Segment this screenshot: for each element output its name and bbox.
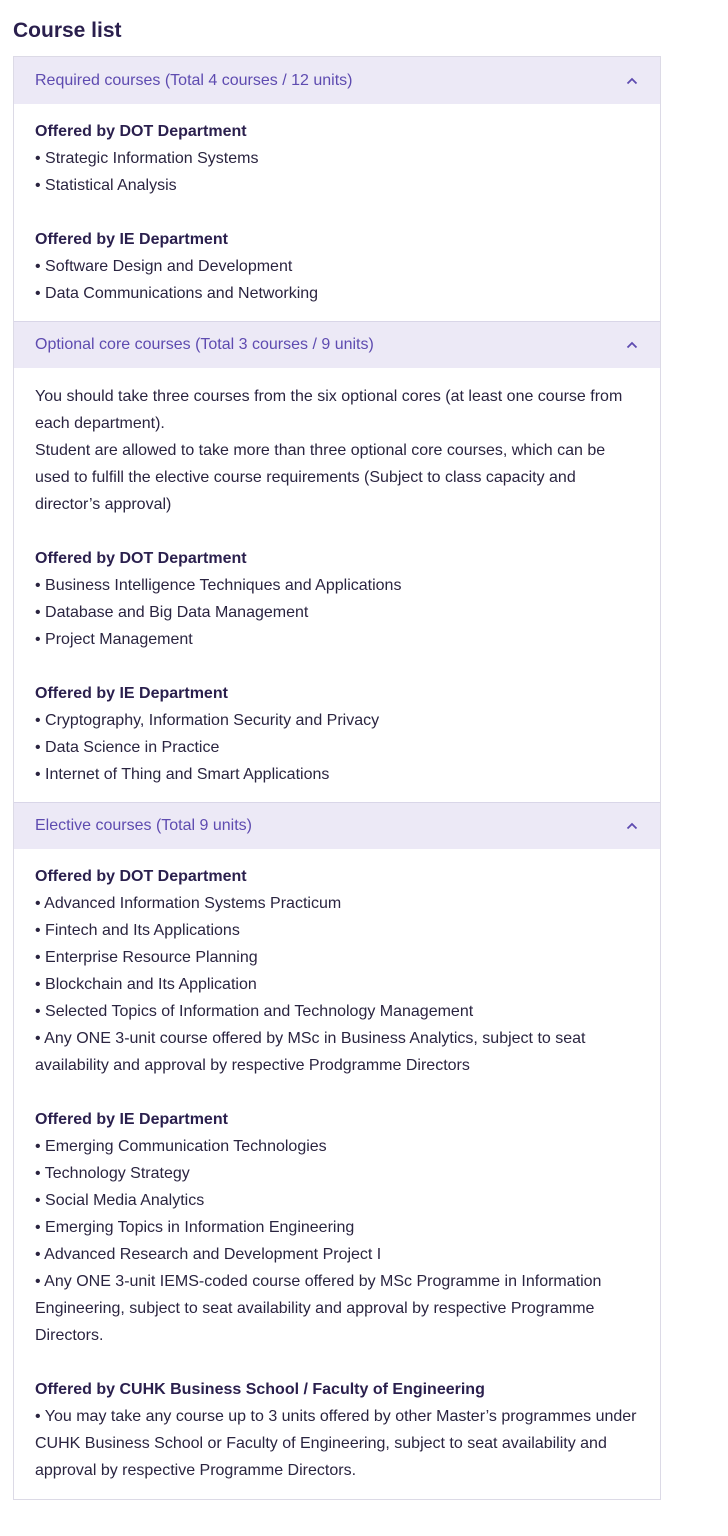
course-item: • Selected Topics of Information and Technology Management: [35, 998, 639, 1025]
course-item: • Data Communications and Networking: [35, 280, 639, 307]
course-group: [35, 863, 639, 1079]
section-body: [14, 104, 660, 321]
section-body: [14, 368, 660, 802]
group-title: Offered by CUHK Business School / Faculty of Engineering: [35, 1381, 485, 1398]
section-body: [14, 849, 660, 1499]
course-item: • Any ONE 3-unit course offered by MSc in Business Analytics, subject to seat availability and approval by respective Prodgramme Directors: [35, 1025, 639, 1079]
course-item: • Advanced Information Systems Practicum: [35, 890, 639, 917]
course-accordion: [13, 56, 661, 1500]
course-item: • Social Media Analytics: [35, 1187, 639, 1214]
section-header-elective[interactable]: [14, 802, 660, 849]
course-item: • Fintech and Its Applications: [35, 917, 639, 944]
course-item: • Advanced Research and Development Project I: [35, 1241, 639, 1268]
course-item: • You may take any course up to 3 units offered by other Master’s programmes under CUHK Business School or Faculty of Engineering, subject to seat availability and approval by respective Programme Directors.: [35, 1403, 639, 1484]
chevron-up-icon[interactable]: [624, 818, 640, 834]
course-group: [35, 1376, 639, 1484]
course-group: [35, 118, 639, 199]
chevron-up-icon[interactable]: [624, 337, 640, 353]
group-title: Offered by DOT Department: [35, 123, 247, 140]
course-item: • Strategic Information Systems: [35, 145, 639, 172]
course-group: [35, 545, 639, 653]
intro-paragraph: Student are allowed to take more than three optional core courses, which can be used to fulfill the elective course requirements (Subject to class capacity and director’s approval): [35, 442, 606, 513]
section-header-label: Required courses (Total 4 courses / 12 units): [35, 71, 353, 89]
course-item: • Statistical Analysis: [35, 172, 639, 199]
page-title: Course list: [13, 19, 122, 42]
section-intro: [35, 383, 639, 518]
course-group: [35, 680, 639, 788]
course-item: • Software Design and Development: [35, 253, 639, 280]
course-item: • Blockchain and Its Application: [35, 971, 639, 998]
group-title: Offered by DOT Department: [35, 550, 247, 567]
intro-paragraph: You should take three courses from the six optional cores (at least one course from each department).: [35, 388, 623, 432]
course-item: • Emerging Topics in Information Engineering: [35, 1214, 639, 1241]
course-item: • Internet of Thing and Smart Applications: [35, 761, 639, 788]
section-required-courses: [14, 57, 660, 321]
group-title: Offered by IE Department: [35, 231, 228, 248]
section-optional-core-courses: [14, 321, 660, 802]
course-item: • Cryptography, Information Security and Privacy: [35, 707, 639, 734]
course-group: [35, 1106, 639, 1349]
section-header-required[interactable]: [14, 57, 660, 104]
group-title: Offered by IE Department: [35, 1111, 228, 1128]
group-title: Offered by IE Department: [35, 685, 228, 702]
section-header-label: Optional core courses (Total 3 courses / 9 units): [35, 336, 374, 353]
course-item: • Enterprise Resource Planning: [35, 944, 639, 971]
section-header-label: Elective courses (Total 9 units): [35, 817, 252, 834]
course-group: [35, 226, 639, 307]
course-item: • Any ONE 3-unit IEMS-coded course offered by MSc Programme in Information Engineering, subject to seat availability and approval by respective Programme Directors.: [35, 1268, 639, 1349]
section-elective-courses: [14, 802, 660, 1499]
course-item: • Database and Big Data Management: [35, 599, 639, 626]
chevron-up-icon[interactable]: [624, 73, 640, 89]
section-header-optional-core[interactable]: [14, 321, 660, 368]
course-item: • Data Science in Practice: [35, 734, 639, 761]
course-item: • Business Intelligence Techniques and Applications: [35, 572, 639, 599]
group-title: Offered by DOT Department: [35, 868, 247, 885]
course-item: • Technology Strategy: [35, 1160, 639, 1187]
course-item: • Emerging Communication Technologies: [35, 1133, 639, 1160]
course-item: • Project Management: [35, 626, 639, 653]
